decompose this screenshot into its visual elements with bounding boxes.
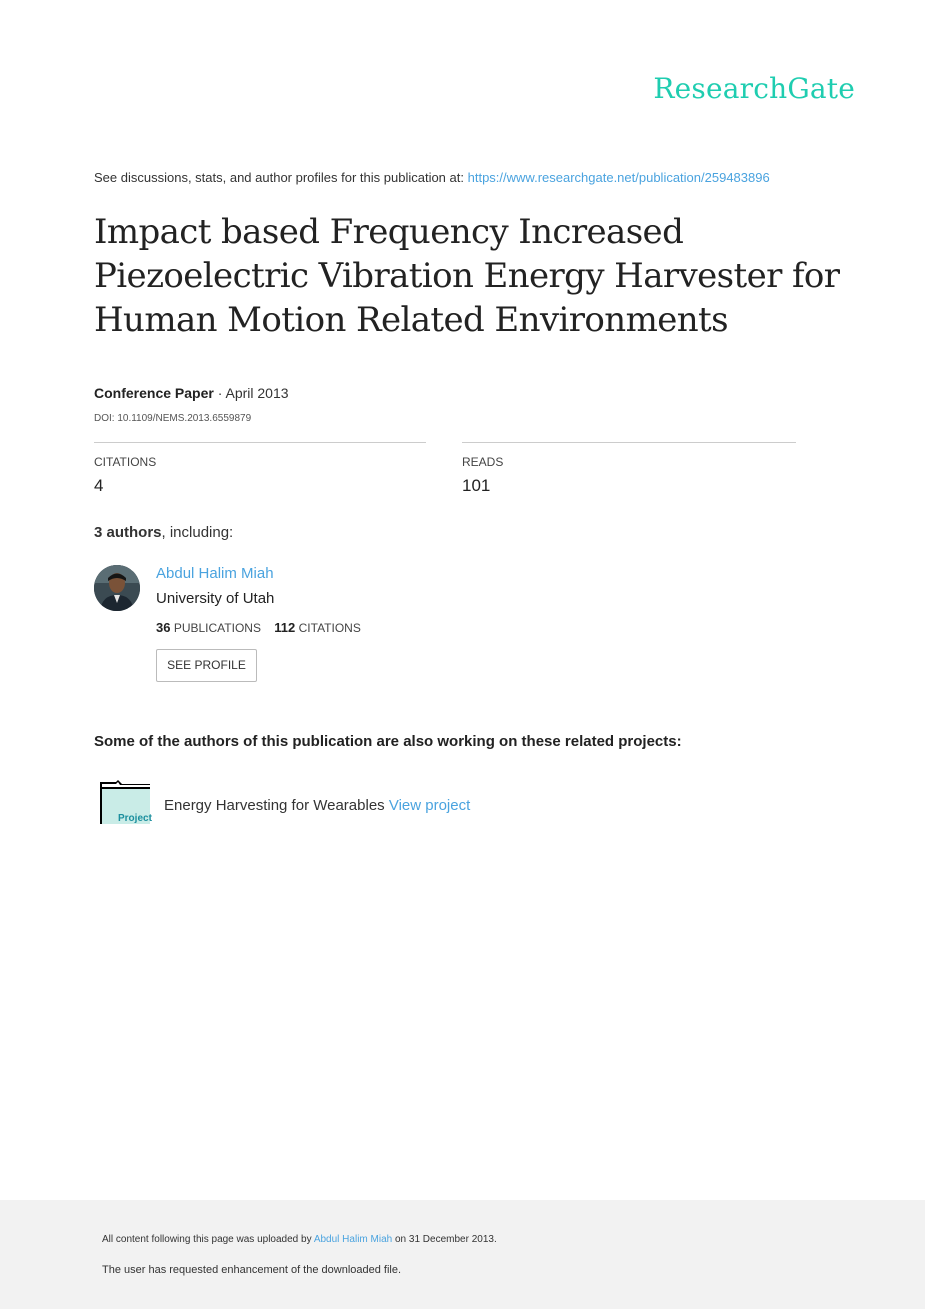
discussion-text: See discussions, stats, and author profiles for this publication at: (94, 170, 464, 185)
author-publications-count: 36 (156, 620, 171, 635)
see-profile-button[interactable]: SEE PROFILE (156, 649, 257, 682)
upload-notice (102, 1234, 497, 1245)
citations-label: CITATIONS (94, 455, 157, 469)
author-publications-label: PUBLICATIONS (173, 621, 261, 635)
upload-prefix: All content following this page was uploaded by (102, 1234, 312, 1245)
author-citations-count: 112 (274, 620, 296, 635)
citations-divider (94, 442, 426, 443)
publication-url-link[interactable]: https://www.researchgate.net/publication/259483896 (467, 170, 770, 185)
publication-date: April 2013 (225, 385, 289, 401)
project-name: Energy Harvesting for Wearables (164, 797, 385, 814)
publication-type: Conference Paper (94, 385, 214, 401)
author-institution: University of Utah (156, 590, 275, 607)
author-avatar[interactable] (94, 565, 140, 611)
researchgate-logo[interactable]: ResearchGate (653, 72, 855, 105)
reads-divider (462, 442, 796, 443)
view-project-link[interactable]: View project (388, 797, 471, 814)
uploader-link[interactable]: Abdul Halim Miah (313, 1234, 393, 1245)
discussion-notice (94, 170, 770, 185)
date-separator: · (213, 385, 226, 401)
folder-icon (100, 780, 152, 824)
project-icon-label: Project (118, 813, 152, 824)
author-photo-icon (94, 565, 140, 611)
footer (0, 1200, 925, 1309)
publication-title: Impact based Frequency Increased Piezoelectric Vibration Energy Harvester for Human Motion Related Environments (94, 212, 840, 340)
authors-count: 3 authors (94, 524, 162, 541)
publication-type-line (94, 385, 289, 401)
reads-label: READS (462, 455, 504, 469)
enhancement-note: The user has requested enhancement of the downloaded file. (102, 1264, 402, 1276)
author-citations-label: CITATIONS (298, 621, 361, 635)
authors-suffix: , including: (161, 524, 234, 541)
doi: DOI: 10.1109/NEMS.2013.6559879 (94, 413, 252, 424)
related-projects-heading: Some of the authors of this publication are also working on these related projects: (94, 733, 682, 750)
author-name-link[interactable]: Abdul Halim Miah (156, 565, 274, 582)
author-stats (156, 620, 361, 635)
upload-suffix: on 31 December 2013. (394, 1234, 497, 1245)
reads-count: 101 (462, 476, 491, 495)
authors-heading (94, 524, 233, 541)
project-folder-icon[interactable] (100, 780, 152, 824)
project-entry (164, 797, 470, 814)
citations-count: 4 (94, 476, 104, 495)
